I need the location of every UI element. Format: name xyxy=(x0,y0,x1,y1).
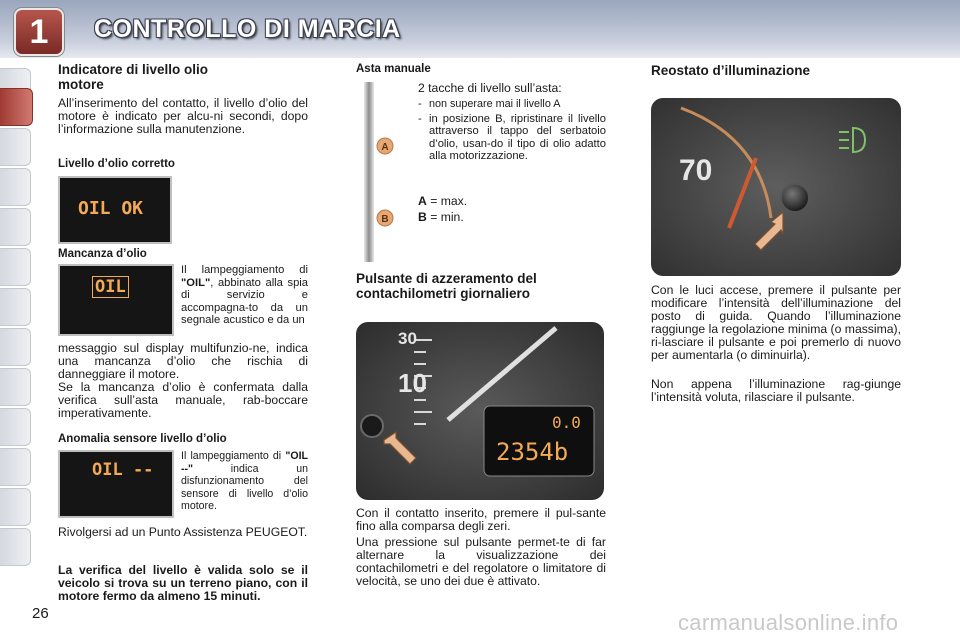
trip-reset-heading xyxy=(356,271,616,301)
side-tab[interactable] xyxy=(0,248,31,286)
side-tab-active[interactable] xyxy=(0,88,33,126)
assistance-text: Rivolgersi ad un Punto Assistenza PEUGEOT. xyxy=(58,525,308,539)
dipstick-list xyxy=(418,98,606,163)
trip-display: 0.0 xyxy=(552,413,581,432)
dimmer-text-2: Non appena l’illuminazione rag-giunge l’intensità voluta, rilasciare il pulsante. xyxy=(651,377,901,404)
text-run: indica un disfunzionamento del sensore di livello d’olio motore. xyxy=(181,462,308,512)
side-tab[interactable] xyxy=(0,528,31,566)
oil-ok-display xyxy=(58,176,172,244)
odometer-illustration xyxy=(356,322,604,500)
level-check-note: La verifica del livello è valida solo se il veicolo si trova su un terreno piano, con il motore fermo da almeno 15 minuti. xyxy=(58,563,308,603)
dipstick-intro: 2 tacche di livello sull’asta: xyxy=(418,81,562,95)
trip-reset-text-1: Con il contatto inserito, premere il pul-sante fino alla comparsa degli zeri. xyxy=(356,506,606,533)
mark-a-legend xyxy=(418,195,467,208)
heading-line: Pulsante di azzeramento del xyxy=(356,271,537,286)
page-number: 26 xyxy=(32,605,49,622)
heading-line: motore xyxy=(58,77,104,92)
oil-ok-label: Livello d’olio corretto xyxy=(58,158,175,170)
speed-label: 70 xyxy=(679,154,713,187)
side-tab[interactable] xyxy=(0,208,31,246)
oil-level-heading xyxy=(58,62,308,92)
sensor-anomaly-display-text: OIL -- xyxy=(92,460,154,480)
dipstick-item-text: in posizione B, ripristinare il livello attraverso il tappo del serbatoio d’olio, usan-do il tipo di olio adatto alla motorizzazione. xyxy=(429,112,606,162)
sensor-anomaly-display xyxy=(58,450,174,518)
text-run: , abbinato alla spia di servizio e accompagna-to da un segnale acustico e da un xyxy=(181,276,308,326)
side-tab[interactable] xyxy=(0,288,31,326)
sensor-anomaly-text xyxy=(181,450,308,513)
dipstick-item-text: non superare mai il livello A xyxy=(429,98,561,110)
side-tab[interactable] xyxy=(0,128,31,166)
sensor-anomaly-label: Anomalia sensore livello d’olio xyxy=(58,433,227,445)
mark-b-legend xyxy=(418,211,464,224)
oil-missing-display-text: OIL xyxy=(92,276,129,298)
dipstick-illustration xyxy=(356,82,408,262)
dipstick-heading: Asta manuale xyxy=(356,63,431,75)
oil-missing-display xyxy=(58,264,174,336)
side-tab[interactable] xyxy=(0,448,31,486)
side-tab[interactable] xyxy=(0,368,31,406)
odometer-display: 2354b xyxy=(496,438,569,466)
mark-letter: B xyxy=(418,210,427,224)
side-tab[interactable] xyxy=(0,328,31,366)
side-tab[interactable] xyxy=(0,408,31,446)
dimmer-illustration xyxy=(651,98,901,276)
mark-letter: A xyxy=(418,194,427,208)
oil-confirm-text: Se la mancanza d’olio è confermata dalla verifica sull’asta manuale, rab-boccare imperativamente. xyxy=(58,380,308,420)
gauge-label-10: 10 xyxy=(398,368,427,398)
dimmer-text-1: Con le luci accese, premere il pulsante per modificare l’intensità dell’illuminazione del posto di guida. Quando l’illuminazione raggiunge la regolazione minima (o massima), ri-lasciare il pulsante e poi premerlo di nuovo per aumentarla (o diminuirla). xyxy=(651,283,901,362)
oil-missing-label: Mancanza d’olio xyxy=(58,248,147,260)
mark-b-badge: B xyxy=(381,214,389,225)
side-tab[interactable] xyxy=(0,168,31,206)
text-run: Il lampeggiamento di xyxy=(181,450,286,462)
side-tab[interactable] xyxy=(0,488,31,526)
oil-ok-display-text: OIL OK xyxy=(78,198,144,219)
heading-line: Indicatore di livello olio xyxy=(58,62,209,77)
heading-line: contachilometri giornaliero xyxy=(356,286,531,301)
chapter-badge: 1 xyxy=(14,8,64,56)
gauge-label-30: 30 xyxy=(398,329,417,348)
mark-text: = min. xyxy=(426,210,464,224)
oil-code: "OIL" xyxy=(181,276,211,289)
mark-a-badge: A xyxy=(381,142,389,153)
mark-text: = max. xyxy=(426,194,468,208)
trip-reset-text-2: Una pressione sul pulsante permet-te di far alternare la visualizzazione dei contachilometri e del regolatore o limitatore di velocità, se uno dei due è attivato. xyxy=(356,535,606,588)
oil-missing-text-short xyxy=(181,264,308,327)
oil-missing-text-wide: messaggio sul display multifunzio-ne, indica una mancanza d’olio che rischia di danneggiare il motore. xyxy=(58,341,308,381)
dipstick-item: - in posizione B, ripristinare il livello attraverso il tappo del serbatoio d’olio, usan-do il tipo di olio adatto alla motorizzazione. xyxy=(418,112,606,162)
text-run: Il lampeggiamento di xyxy=(181,264,308,276)
dimmer-heading: Reostato d’illuminazione xyxy=(651,63,811,78)
watermark: carmanualsonline.info xyxy=(678,610,899,635)
dipstick-item: - non superare mai il livello A xyxy=(418,98,561,110)
oil-level-intro: All’inserimento del contatto, il livello d’olio del motore è indicato per alcu-ni secondi, dopo l’informazione sulla manutenzione. xyxy=(58,96,308,136)
page-title: CONTROLLO DI MARCIA xyxy=(94,15,401,43)
oil-code: "OIL --" xyxy=(181,450,308,475)
